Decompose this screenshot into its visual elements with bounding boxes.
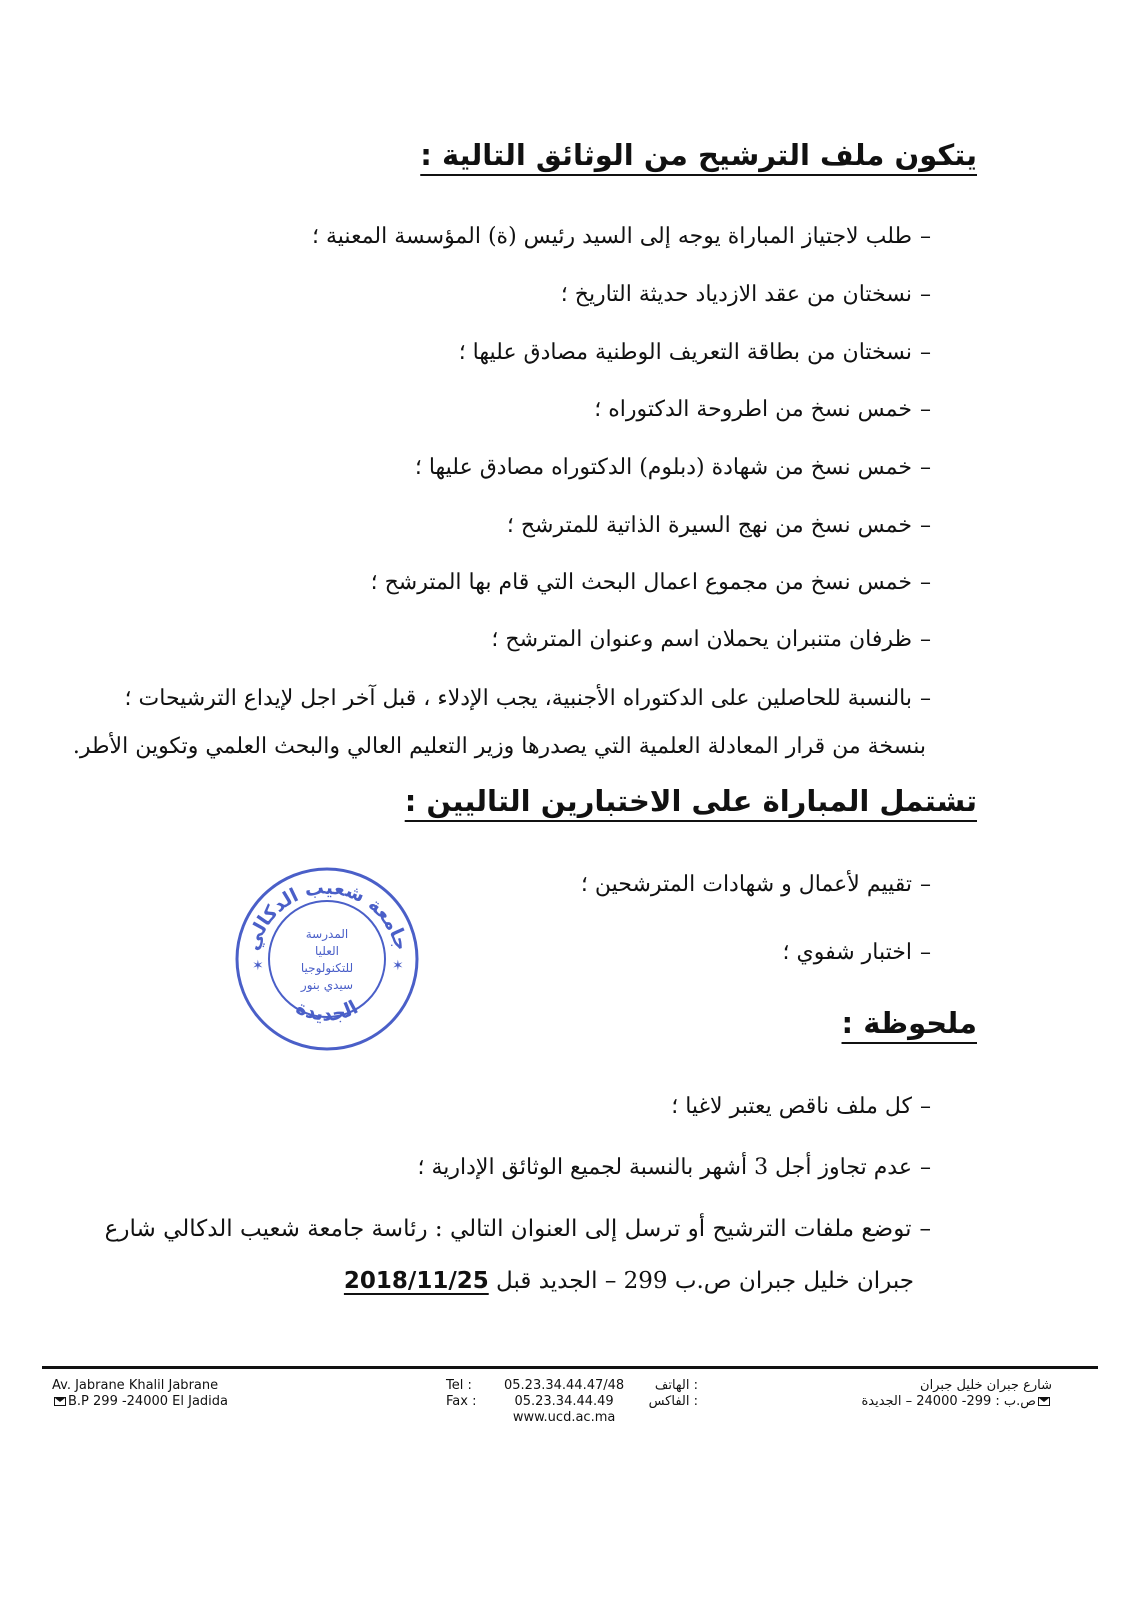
footer-address-fr	[52, 1378, 228, 1410]
list-item: –عدم تجاوز أجل 3 أشهر بالنسبة لجميع الوثائق الإدارية ؛	[417, 1155, 931, 1180]
fax-label: Fax :	[446, 1394, 477, 1409]
list-item: –اختبار شفوي ؛	[782, 940, 931, 965]
exams-heading: تشتمل المباراة على الاختبارين التاليين :	[404, 784, 977, 818]
list-item: –نسختان من بطاقة التعريف الوطنية مصادق عليها ؛	[458, 340, 931, 365]
list-item-text: طلب لاجتياز المباراة يوجه إلى السيد رئيس (ة) المؤسسة المعنية ؛	[312, 224, 912, 249]
university-stamp	[232, 864, 422, 1054]
footer-address-fr-line1: Av. Jabrane Khalil Jabrane	[52, 1378, 219, 1393]
list-item-text: ظرفان متنبران يحملان اسم وعنوان المترشح ؛	[491, 627, 912, 652]
list-item-text: تقييم لأعمال و شهادات المترشحين ؛	[580, 872, 912, 897]
footer-phone-values	[504, 1378, 624, 1426]
address-line: جبران خليل جبران ص.ب 299 – الجديد قبل	[496, 1268, 914, 1294]
list-item-text: خمس نسخ من شهادة (دبلوم) الدكتوراه مصادق عليها ؛	[414, 455, 912, 480]
list-item: –تقييم لأعمال و شهادات المترشحين ؛	[580, 872, 931, 897]
list-item: –نسختان من عقد الازدياد حديثة التاريخ ؛	[560, 282, 931, 307]
stamp-inner-line-2: العليا	[314, 944, 340, 958]
list-item: –ظرفان متنبران يحملان اسم وعنوان المترشح ؛	[491, 627, 931, 652]
list-item-text: نسختان من عقد الازدياد حديثة التاريخ ؛	[560, 282, 912, 307]
footer-address-ar-line2: ص.ب : 299- 24000 – الجديدة	[861, 1394, 1052, 1410]
list-item-text: خمس نسخ من مجموع اعمال البحث التي قام بها المترشح ؛	[370, 570, 912, 595]
stamp-inner-line-4: سيدي بنور	[300, 978, 354, 992]
list-item-text: كل ملف ناقص يعتبر لاغيا ؛	[671, 1094, 912, 1119]
stamp-star-right: ✶	[392, 958, 404, 974]
footer-address-ar-line1: شارع جبران خليل جبران	[920, 1378, 1052, 1393]
list-item-text: اختبار شفوي ؛	[782, 940, 912, 965]
list-item: –خمس نسخ من شهادة (دبلوم) الدكتوراه مصادق عليها ؛	[414, 455, 931, 480]
stamp-star-left: ✶	[252, 958, 264, 974]
list-item: –توضع ملفات الترشيح أو ترسل إلى العنوان التالي : رئاسة جامعة شعيب الدكالي شارع	[104, 1216, 931, 1242]
notes-heading: ملحوظة :	[841, 1006, 977, 1040]
list-item-text: خمس نسخ من اطروحة الدكتوراه ؛	[594, 397, 912, 422]
list-item-continuation: بنسخة من قرار المعادلة العلمية التي يصدرها وزير التعليم العالي والبحث العلمي وتكوين الأطر.	[72, 734, 926, 759]
footer-phone-labels-ar	[649, 1378, 698, 1410]
stamp-inner-line-1: المدرسة	[305, 927, 349, 941]
footer-address-ar	[861, 1378, 1052, 1410]
list-item-continuation	[344, 1268, 914, 1296]
list-item: –خمس نسخ من مجموع اعمال البحث التي قام بها المترشح ؛	[370, 570, 931, 595]
list-item: –كل ملف ناقص يعتبر لاغيا ؛	[671, 1094, 931, 1119]
tel-label: Tel :	[446, 1378, 472, 1393]
list-item: –بالنسبة للحاصلين على الدكتوراه الأجنبية، يجب الإدلاء ، قبل آخر اجل لإيداع الترشيحات ؛	[124, 686, 931, 711]
fax-value: 05.23.34.44.49	[514, 1394, 614, 1409]
list-item: –خمس نسخ من نهج السيرة الذاتية للمترشح ؛	[506, 513, 931, 538]
list-item-text: بالنسبة للحاصلين على الدكتوراه الأجنبية، يجب الإدلاء ، قبل آخر اجل لإيداع الترشيحات ؛	[124, 686, 912, 711]
list-item-text: نسختان من بطاقة التعريف الوطنية مصادق عليها ؛	[458, 340, 912, 365]
list-item: –خمس نسخ من اطروحة الدكتوراه ؛	[594, 397, 931, 422]
tel-label-ar: : الهاتف	[654, 1378, 698, 1393]
stamp-outer-bottom-text: الجديدة	[292, 996, 362, 1026]
list-item-text: خمس نسخ من نهج السيرة الذاتية للمترشح ؛	[506, 513, 912, 538]
stamp-inner-line-3: للتكنولوجيا	[300, 961, 354, 975]
website: www.ucd.ac.ma	[512, 1410, 616, 1425]
stamp-outer-top-text: جامعة شعيب الدكالي	[241, 876, 413, 954]
fax-label-ar: : الفاكس	[648, 1394, 698, 1409]
deadline-date: 2018/11/25	[343, 1268, 489, 1294]
footer-divider	[42, 1366, 1098, 1369]
tel-value: 05.23.34.44.47/48	[504, 1378, 625, 1393]
list-item-text: عدم تجاوز أجل 3 أشهر بالنسبة لجميع الوثائق الإدارية ؛	[417, 1155, 912, 1180]
list-item: –طلب لاجتياز المباراة يوجه إلى السيد رئيس (ة) المؤسسة المعنية ؛	[312, 224, 931, 249]
footer-phone-labels	[446, 1378, 476, 1410]
envelope-icon	[54, 1397, 66, 1406]
list-item-text: توضع ملفات الترشيح أو ترسل إلى العنوان التالي : رئاسة جامعة شعيب الدكالي شارع	[104, 1216, 912, 1242]
documents-heading: يتكون ملف الترشيح من الوثائق التالية :	[420, 138, 977, 172]
footer-address-fr-line2: B.P 299 -24000 El Jadida	[52, 1394, 228, 1410]
envelope-icon	[1038, 1397, 1050, 1406]
